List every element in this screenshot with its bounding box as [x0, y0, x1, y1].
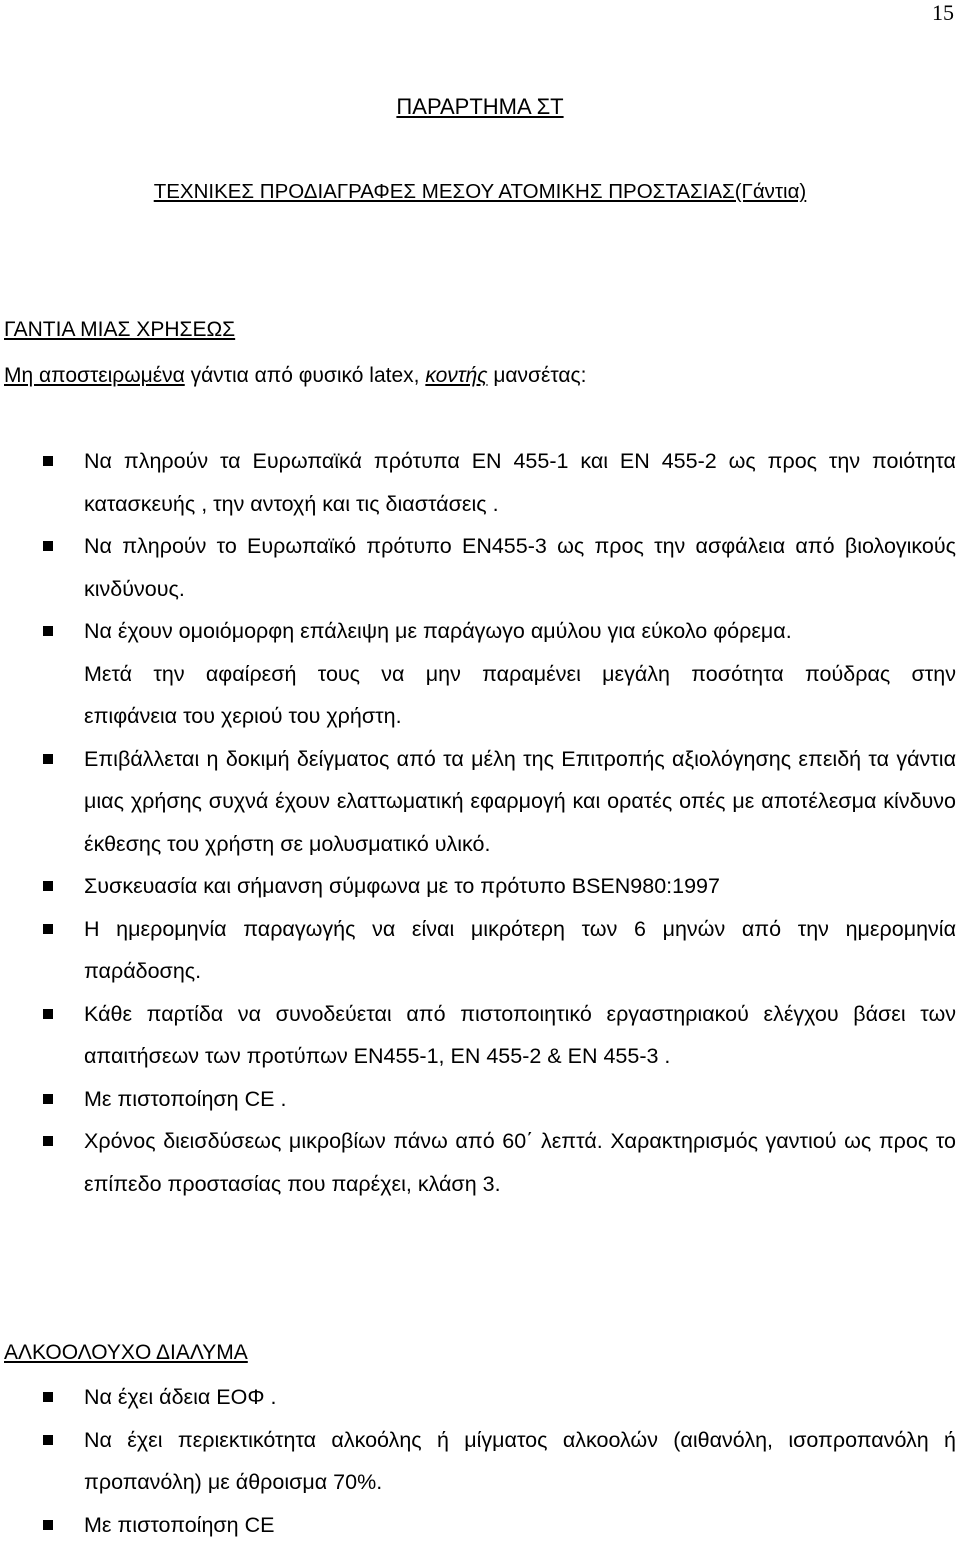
gloves-subtitle-end: μανσέτας: [487, 364, 586, 387]
square-bullet-icon [43, 881, 53, 891]
square-bullet-icon [43, 1520, 53, 1530]
gloves-subtitle [4, 364, 586, 388]
list-item-text: Κάθε παρτίδα να συνοδεύεται από πιστοποιητικό εργαστηριακού ελέγχου βάσει των απαιτήσεων των προτύπων ΕΝ455-1, ΕΝ 455-2 & ΕΝ 455-3 . [84, 993, 956, 1078]
square-bullet-icon [43, 1136, 53, 1146]
square-bullet-icon [43, 1392, 53, 1402]
list-item [0, 1376, 960, 1419]
list-item-text: Να πληρούν το Ευρωπαϊκό πρότυπο ΕΝ455-3 ως προς την ασφάλεια από βιολογικούς κινδύνους. [84, 525, 956, 610]
square-bullet-icon [43, 626, 53, 636]
list-item-text: Να έχουν ομοιόμορφη επάλειψη με παράγωγο αμύλου για εύκολο φόρεμα. [84, 610, 956, 653]
annex-title: ΠΑΡΑΡΤΗΜΑ ΣΤ [0, 94, 960, 120]
list-item [0, 525, 960, 610]
square-bullet-icon [43, 456, 53, 466]
list-item-text: Χρόνος διεισδύσεως μικροβίων πάνω από 60΄ λεπτά. Χαρακτηρισμός γαντιού ως προς το επίπεδο προστασίας που παρέχει, κλάση 3. [84, 1120, 956, 1205]
list-item [0, 908, 960, 993]
list-item [0, 738, 960, 866]
gloves-subtitle-cuff: κοντής [425, 364, 487, 387]
gloves-requirements-list [0, 440, 960, 1205]
gloves-subtitle-sterility: Μη αποστειρωμένα [4, 364, 185, 387]
list-item-text: Να έχει άδεια ΕΟΦ . [84, 1376, 956, 1419]
square-bullet-icon [43, 1435, 53, 1445]
list-item [0, 1419, 960, 1504]
gloves-section-title: ΓΑΝΤΙΑ ΜΙΑΣ ΧΡΗΣΕΩΣ [4, 318, 235, 342]
list-item [0, 1078, 960, 1121]
list-item [0, 993, 960, 1078]
list-item-text: Να έχει περιεκτικότητα αλκοόλης ή μίγματος αλκοολών (αιθανόλη, ισοπροπανόλη ή προπανόλη) με άθροισμα 70%. [84, 1419, 956, 1504]
square-bullet-icon [43, 754, 53, 764]
annex-subtitle: ΤΕΧΝΙΚΕΣ ΠΡΟΔΙΑΓΡΑΦΕΣ ΜΕΣΟΥ ΑΤΟΜΙΚΗΣ ΠΡΟΣΤΑΣΙΑΣ(Γάντια) [0, 180, 960, 204]
list-item [0, 1120, 960, 1205]
list-item-text: Συσκευασία και σήμανση σύμφωνα με το πρότυπο BSEN980:1997 [84, 865, 956, 908]
list-item-text: Με πιστοποίηση CE [84, 1504, 956, 1546]
list-item [0, 610, 960, 653]
continuation-line: Μετά την αφαίρεσή τους να μην παραμένει μεγάλη ποσότητα πούδρας στην [0, 653, 960, 696]
page-number: 15 [932, 0, 954, 26]
square-bullet-icon [43, 1094, 53, 1104]
square-bullet-icon [43, 924, 53, 934]
gloves-subtitle-material: γάντια από φυσικό latex, [185, 364, 426, 387]
alcohol-section-title: ΑΛΚΟΟΛΟΥΧΟ ΔΙΑΛΥΜΑ [4, 1341, 248, 1365]
continuation-line: επιφάνεια του χεριού του χρήστη. [0, 695, 960, 738]
square-bullet-icon [43, 1009, 53, 1019]
list-item [0, 865, 960, 908]
list-item-text: Να πληρούν τα Ευρωπαϊκά πρότυπα ΕΝ 455-1 και ΕΝ 455-2 ως προς την ποιότητα κατασκευής , την αντοχή και τις διαστάσεις . [84, 440, 956, 525]
list-item-text: Επιβάλλεται η δοκιμή δείγματος από τα μέλη της Επιτροπής αξιολόγησης επειδή τα γάντια μιας χρήσης συχνά έχουν ελαττωματική εφαρμογή και ορατές οπές με αποτέλεσμα κίνδυνο έκθεσης του χρήστη σε μολυσματικό υλικό. [84, 738, 956, 866]
list-item-text: Με πιστοποίηση CE . [84, 1078, 956, 1121]
square-bullet-icon [43, 541, 53, 551]
alcohol-requirements-list [0, 1376, 960, 1546]
list-item-text: Η ημερομηνία παραγωγής να είναι μικρότερη των 6 μηνών από την ημερομηνία παράδοσης. [84, 908, 956, 993]
list-item [0, 1504, 960, 1546]
list-item [0, 440, 960, 525]
